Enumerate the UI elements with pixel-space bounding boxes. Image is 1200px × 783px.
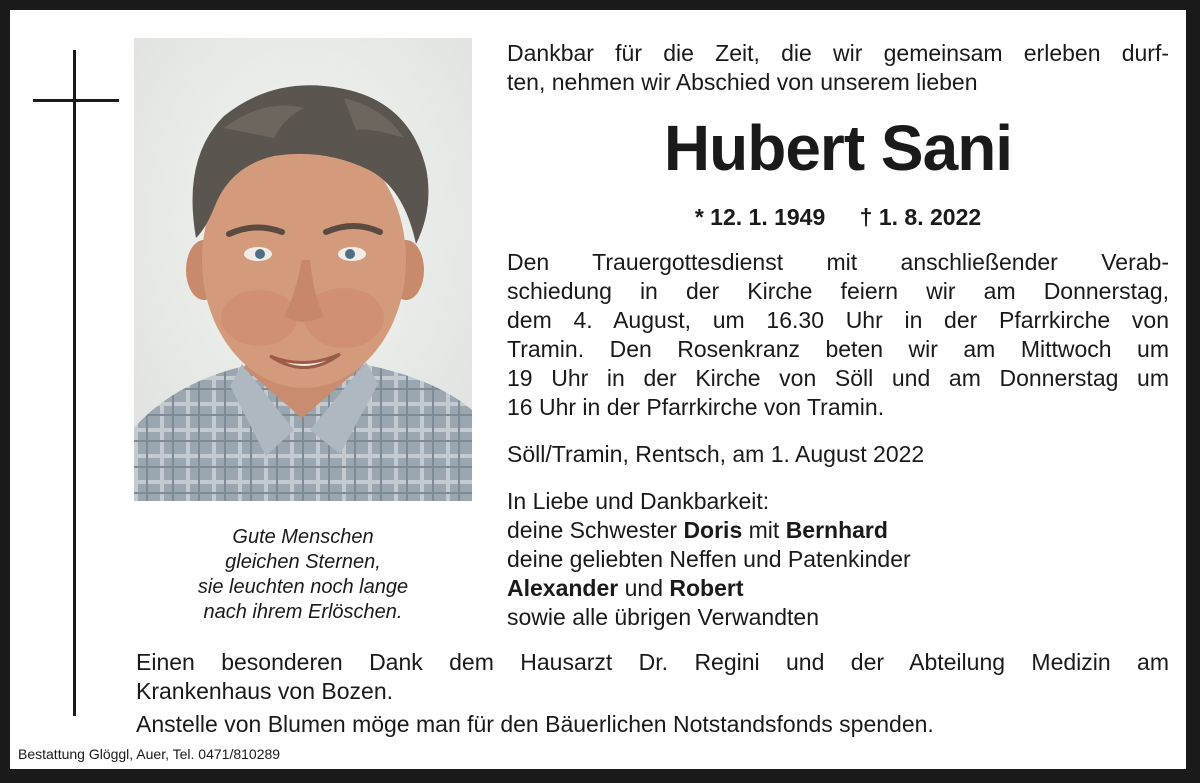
donation-text: Anstelle von Blumen möge man für den Bäuerlichen Notstandsfonds spenden.: [136, 711, 934, 737]
service-line: Den Trauergottesdienst mit anschließender Verab-: [507, 249, 1169, 275]
intro-line: ten, nehmen wir Abschied von unserem lieben: [507, 69, 978, 95]
sister-connector: mit: [742, 517, 786, 543]
quote-line: sie leuchten noch lange: [197, 576, 409, 598]
obituary-card: [10, 10, 1186, 769]
sister-name: Doris: [683, 517, 743, 543]
thanks-text: [136, 648, 1169, 706]
life-dates: [507, 202, 1169, 232]
mourners-intro: In Liebe und Dankbarkeit:: [507, 488, 770, 514]
mourners-list: [507, 487, 1169, 632]
quote-line: nach ihrem Erlöschen.: [203, 601, 403, 623]
thanks-line: Einen besonderen Dank dem Hausarzt Dr. Regini und der Abteilung Medizin am: [136, 649, 1169, 675]
death-date: † 1. 8. 2022: [859, 204, 982, 230]
portrait-photo: [134, 38, 472, 501]
portrait-illustration: [134, 38, 472, 501]
donation-note: [136, 710, 1169, 739]
intro-line: Dankbar für die Zeit, die wir gemeinsam erleben durf-: [507, 40, 1169, 66]
service-line: 16 Uhr in der Pfarrkirche von Tramin.: [507, 394, 885, 420]
cross-vertical-bar: [73, 50, 76, 716]
funeral-home-footer: Bestattung Glöggl, Auer, Tel. 0471/810289: [18, 746, 281, 762]
mourners-sister-line: [507, 516, 1169, 545]
memorial-quote: [134, 525, 472, 625]
nephew-connector: und: [618, 575, 670, 601]
mourners-nephews-line: deine geliebten Neffen und Patenkinder: [507, 546, 911, 572]
birth-date: * 12. 1. 1949: [694, 204, 826, 230]
mourners-relatives-line: sowie alle übrigen Verwandten: [507, 604, 819, 630]
nephew-name: Robert: [669, 575, 744, 601]
deceased-name: Hubert Sani: [663, 112, 1013, 184]
service-line: 19 Uhr in der Kirche von Söll und am Donnerstag um: [507, 365, 1169, 391]
nephew-name: Alexander: [507, 575, 619, 601]
quote-line: Gute Menschen: [232, 526, 374, 548]
cross-horizontal-bar: [33, 99, 119, 102]
place-date: [507, 440, 1169, 469]
intro-text: [507, 39, 1169, 97]
service-line: schiedung in der Kirche feiern wir am Donnerstag,: [507, 278, 1169, 304]
sister-partner-name: Bernhard: [785, 517, 888, 543]
thanks-line: Krankenhaus von Bozen.: [136, 678, 394, 704]
service-details: [507, 248, 1169, 422]
service-line: dem 4. August, um 16.30 Uhr in der Pfarrkirche von: [507, 307, 1169, 333]
service-line: Tramin. Den Rosenkranz beten wir am Mittwoch um: [507, 336, 1169, 362]
mourners-nephew-names: [507, 574, 1169, 603]
sister-prefix: deine Schwester: [507, 517, 684, 543]
quote-line: gleichen Sternen,: [225, 551, 381, 573]
place-date-text: Söll/Tramin, Rentsch, am 1. August 2022: [507, 441, 925, 467]
